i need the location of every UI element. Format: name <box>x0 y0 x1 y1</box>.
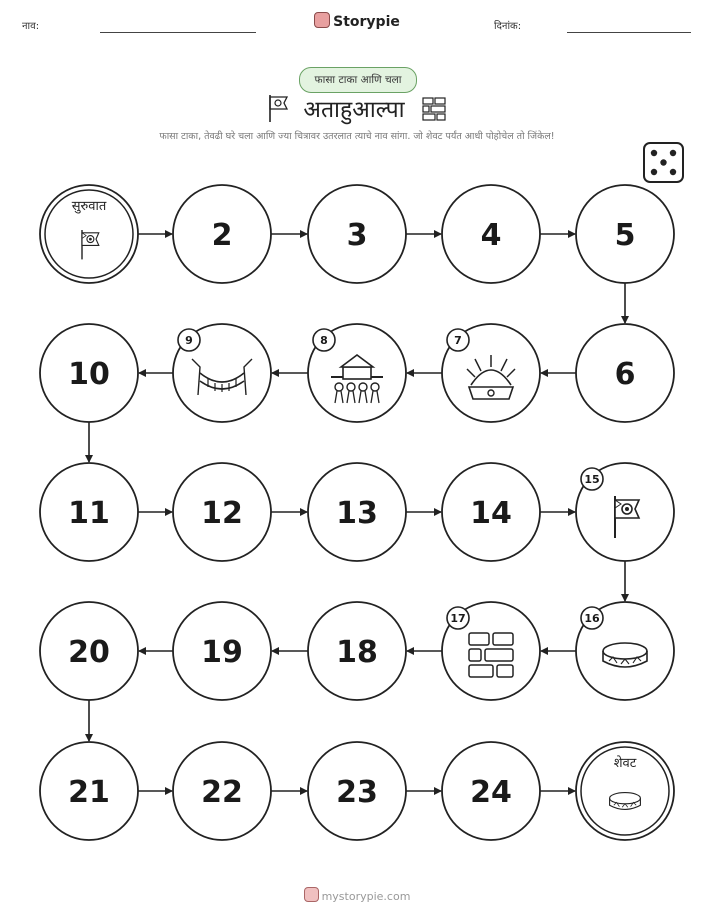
board-space-14 <box>442 463 540 561</box>
space-number: 3 <box>346 218 368 253</box>
board-spaces <box>40 185 674 840</box>
board-space-20 <box>40 602 138 700</box>
board-space-23 <box>308 742 406 840</box>
board-space-6 <box>576 324 674 422</box>
space-number: 15 <box>584 473 600 486</box>
space-number: 19 <box>201 635 243 670</box>
name-label: नाव: <box>22 21 40 32</box>
space-number: 6 <box>614 357 636 392</box>
space-number: 18 <box>336 635 378 670</box>
board-space-2 <box>173 185 271 283</box>
board-space-4 <box>442 185 540 283</box>
space-number: 11 <box>68 496 110 531</box>
space-number: 23 <box>336 775 378 810</box>
board-space-24 <box>442 742 540 840</box>
space-number: 14 <box>470 496 512 531</box>
board-space-9 <box>173 324 271 422</box>
board-space-19 <box>173 602 271 700</box>
space-number: 16 <box>584 612 600 625</box>
board-space-12 <box>173 463 271 561</box>
dice-icon <box>644 143 683 182</box>
space-number: 5 <box>614 218 636 253</box>
instructions: फासा टाका, तेवढी घरे चला आणि ज्या चित्रावर उतरलात त्याचे नाव सांगा. जो शेवट पर्यंत आधी पोहोचेल तो जिंकेल! <box>159 131 555 142</box>
space-number: 9 <box>185 334 193 347</box>
footer <box>0 887 714 903</box>
board-space-15 <box>576 463 674 561</box>
board-space-25 <box>576 742 674 840</box>
brand-name: Storypie <box>333 14 400 30</box>
space-number: 20 <box>68 635 110 670</box>
board-space-17 <box>442 602 540 700</box>
footer-url: mystorypie.com <box>321 890 411 903</box>
space-number: 8 <box>320 334 328 347</box>
space-number: 17 <box>450 612 466 625</box>
space-number: 13 <box>336 496 378 531</box>
board-space-22 <box>173 742 271 840</box>
space-number: 12 <box>201 496 243 531</box>
page-title-text: अताहुआल्पा <box>303 97 405 123</box>
board-space-16 <box>576 602 674 700</box>
space-number: 7 <box>454 334 462 347</box>
board-space-3 <box>308 185 406 283</box>
board-space-1 <box>40 185 138 283</box>
space-number: 10 <box>68 357 110 392</box>
space-number: 4 <box>480 218 502 253</box>
space-number: 22 <box>201 775 243 810</box>
board-space-5 <box>576 185 674 283</box>
space-number: 2 <box>211 218 233 253</box>
board-space-11 <box>40 463 138 561</box>
board-space-21 <box>40 742 138 840</box>
space-number: 24 <box>470 775 512 810</box>
start-label: सुरुवात <box>71 199 107 214</box>
board-space-7 <box>442 324 540 422</box>
end-label: शेवट <box>613 756 637 771</box>
board-space-18 <box>308 602 406 700</box>
board-space-13 <box>308 463 406 561</box>
game-badge: फासा टाका आणि चला <box>299 67 417 93</box>
board-space-8 <box>308 324 406 422</box>
date-label: दिनांक: <box>494 21 522 32</box>
storypie-logo-icon <box>304 887 319 902</box>
board-space-10 <box>40 324 138 422</box>
space-number: 21 <box>68 775 110 810</box>
